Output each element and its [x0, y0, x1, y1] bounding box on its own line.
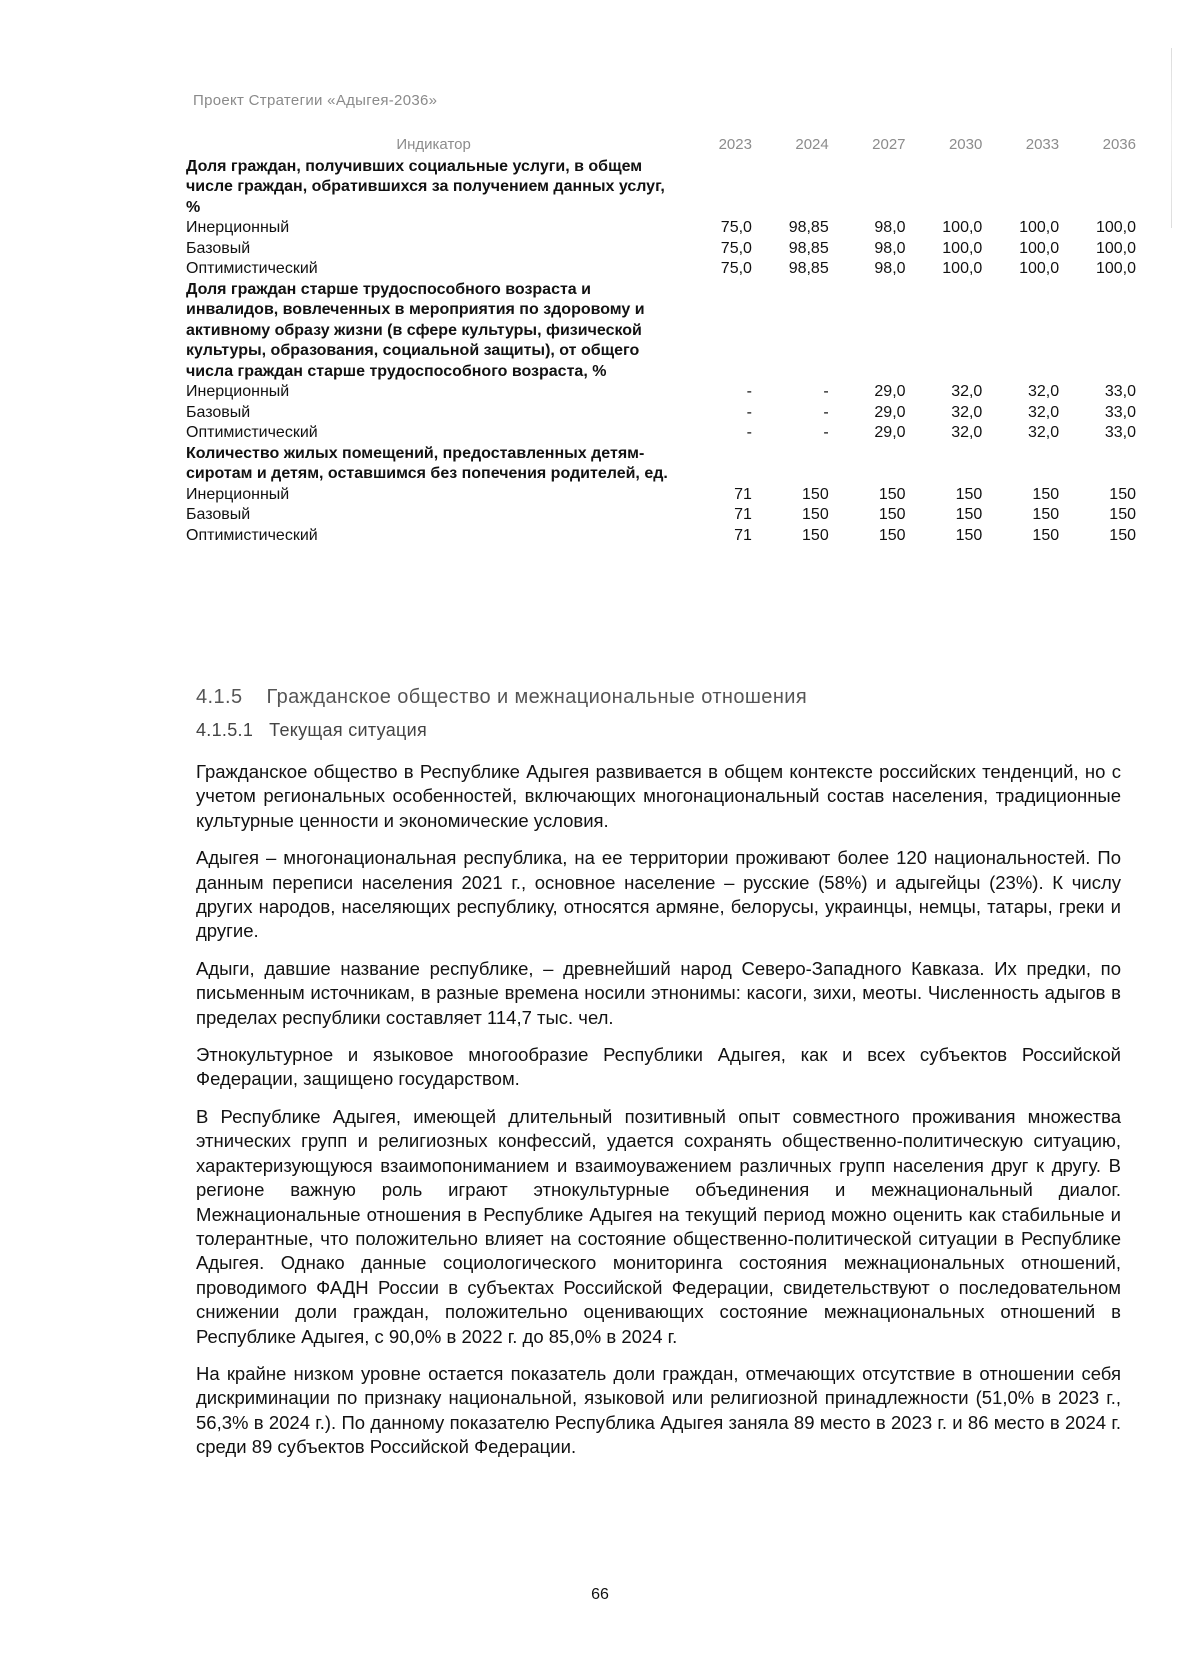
paragraph: Этнокультурное и языковое многообразие Республики Адыгея, как и всех субъектов Российской Федерации, защищено государством.	[196, 1044, 1121, 1090]
empty-cell	[906, 280, 983, 383]
section-title: Гражданское общество и межнациональные отношения	[266, 686, 808, 708]
indicators-table	[186, 135, 1136, 546]
empty-cell	[906, 444, 983, 485]
value-cell: 98,85	[788, 260, 829, 277]
column-header: 2030	[948, 136, 983, 153]
table-row	[186, 403, 1136, 424]
subsection-heading	[196, 720, 427, 741]
indicator-group-row	[186, 280, 1136, 383]
value-cell: 29,0	[874, 383, 906, 400]
table-header-row	[186, 135, 1136, 157]
value-cell: 98,0	[874, 239, 906, 257]
scenario-label: Базовый	[186, 506, 251, 523]
empty-cell	[829, 157, 906, 219]
value-cell: 100,0	[1019, 260, 1060, 277]
value-cell: 150	[955, 526, 983, 544]
indicator-title: Количество жилых помещений, предоставленных детям-сиротам и детям, оставшимся без попечения родителей, ед.	[186, 444, 668, 482]
value-cell: 150	[802, 485, 829, 503]
empty-cell	[982, 444, 1059, 485]
value-cell: 98,85	[788, 219, 829, 236]
empty-cell	[829, 444, 906, 485]
value-cell: -	[823, 383, 829, 400]
value-cell: -	[746, 383, 752, 400]
paragraph: На крайне низком уровне остается показатель доли граждан, отмечающих отсутствие в отношении себя дискриминации по признаку национальной, языковой или религиозной принадлежности (51,0% в 2023 г., 56,3% в 2024 г.). По данному показателю Республика Адыгея заняла 89 место в 2023 г. и 86 место в 2024 г. среди 89 субъектов Российской Федерации.	[196, 1362, 1121, 1458]
table-row	[186, 218, 1136, 239]
value-cell: 71	[734, 526, 752, 544]
value-cell: 150	[955, 506, 983, 523]
table-row	[186, 526, 1136, 547]
empty-cell	[752, 444, 829, 485]
scenario-label: Оптимистический	[186, 424, 318, 441]
indicator-title: Доля граждан, получивших социальные услуги, в общем числе граждан, обратившихся за получением данных услуг, %	[186, 157, 665, 216]
column-header: 2033	[1025, 136, 1060, 153]
table-row	[186, 423, 1136, 444]
value-cell: 100,0	[942, 239, 983, 257]
value-cell: 32,0	[1027, 383, 1060, 400]
value-cell: 75,0	[720, 239, 752, 257]
value-cell: -	[823, 424, 829, 441]
paragraph: Адыгея – многонациональная республика, на ее территории проживают более 120 национальностей. По данным переписи населения 2021 г., основное население – русские (58%) и адыгейцы (23%). К числу других народов, населяющих республику, относятся армяне, белорусы, украинцы, немцы, татары, греки и другие.	[196, 847, 1121, 942]
scenario-label: Оптимистический	[186, 526, 318, 544]
value-cell: 100,0	[942, 260, 983, 277]
value-cell: -	[746, 403, 752, 421]
value-cell: 32,0	[951, 424, 983, 441]
column-header: Индикатор	[396, 136, 471, 153]
paragraph: В Республике Адыгея, имеющей длительный позитивный опыт совместного проживания множества этнических групп и религиозных конфессий, удается сохранять общественно-политическую ситуацию, характеризующуюся взаимопониманием и взаимоуважением различных групп населения друг к другу. В регионе важную роль играют этнокультурные объединения и межнациональный диалог. Межнациональные отношения в Республике Адыгея на текущий период можно оценить как стабильные и толерантные, что положительно влияет на состояние общественно-политической ситуации в Республике Адыгея. Однако данные социологического мониторинга состояния межнациональных отношений, проводимого ФАДН России в субъектах Российской Федерации, свидетельствуют о последовательном снижении доли граждан, положительно оценивающих состояние межнациональных отношений в Республике Адыгея, с 90,0% в 2022 г. до 85,0% в 2024 г.	[196, 1105, 1121, 1347]
running-header: Проект Стратегии «Адыгея-2036»	[193, 92, 438, 109]
value-cell: 32,0	[1027, 403, 1060, 421]
value-cell: 150	[1032, 506, 1060, 523]
subsection-number: 4.1.5.1	[196, 720, 254, 740]
value-cell: 75,0	[720, 219, 752, 236]
value-cell: 71	[734, 485, 752, 503]
value-cell: 29,0	[874, 403, 906, 421]
value-cell: 98,0	[874, 219, 906, 236]
empty-cell	[752, 280, 829, 383]
table-row	[186, 485, 1136, 506]
value-cell: 32,0	[951, 403, 983, 421]
indicator-group-row	[186, 157, 1136, 219]
value-cell: 33,0	[1104, 383, 1136, 400]
value-cell: 150	[955, 485, 983, 503]
empty-cell	[681, 444, 752, 485]
scan-artifact-line	[1171, 48, 1172, 228]
value-cell: 100,0	[942, 219, 983, 236]
value-cell: 100,0	[1019, 239, 1060, 257]
indicator-title: Доля граждан старше трудоспособного возраста и инвалидов, вовлеченных в мероприятия по здоровому и активному образу жизни (в сфере культуры, физической культуры, образования, социальной защиты), от общего числа граждан старше трудоспособного возраста, %	[186, 280, 645, 380]
empty-cell	[1059, 280, 1136, 383]
value-cell: 98,0	[874, 260, 906, 277]
value-cell: 32,0	[1027, 424, 1060, 441]
table-body	[186, 157, 1136, 547]
value-cell: 150	[878, 485, 906, 503]
table-row	[186, 259, 1136, 280]
value-cell: -	[823, 403, 829, 421]
column-header: 2036	[1102, 136, 1136, 153]
empty-cell	[681, 280, 752, 383]
table-row	[186, 505, 1136, 526]
value-cell: 29,0	[874, 424, 906, 441]
section-number: 4.1.5	[196, 686, 243, 708]
paragraph: Адыги, давшие название республике, – древнейший народ Северо-Западного Кавказа. Их предки, по письменным источникам, в разные времена носили этнонимы: касоги, зихи, меоты. Численность адыгов в пределах республики составляет 114,7 тыс. чел.	[196, 957, 1121, 1028]
empty-cell	[681, 157, 752, 219]
column-header: 2023	[718, 136, 752, 153]
value-cell: 150	[802, 526, 829, 544]
value-cell: 33,0	[1104, 424, 1136, 441]
value-cell: 100,0	[1095, 260, 1136, 277]
body-text	[196, 760, 1121, 1473]
value-cell: 150	[1032, 485, 1060, 503]
paragraph: Гражданское общество в Республике Адыгея развивается в общем контексте российских тенденций, но с учетом региональных особенностей, включающих многонациональный состав населения, традиционные культурные ценности и экономические условия.	[196, 761, 1121, 831]
empty-cell	[906, 157, 983, 219]
section-heading	[196, 686, 807, 709]
value-cell: 100,0	[1095, 239, 1136, 257]
value-cell: 150	[1109, 526, 1136, 544]
subsection-title: Текущая ситуация	[269, 720, 428, 740]
value-cell: 71	[734, 506, 752, 523]
column-header: 2024	[795, 136, 829, 153]
value-cell: 150	[878, 506, 906, 523]
scenario-label: Базовый	[186, 403, 251, 421]
value-cell: 150	[1109, 485, 1136, 503]
table-row	[186, 239, 1136, 260]
value-cell: 100,0	[1095, 219, 1136, 236]
value-cell: 150	[878, 526, 906, 544]
page-number: 66	[591, 1586, 609, 1603]
value-cell: 98,85	[788, 239, 829, 257]
empty-cell	[752, 157, 829, 219]
scenario-label: Инерционный	[186, 219, 290, 236]
empty-cell	[982, 280, 1059, 383]
value-cell: -	[746, 424, 752, 441]
value-cell: 33,0	[1104, 403, 1136, 421]
column-header: 2027	[872, 136, 906, 153]
table-row	[186, 382, 1136, 403]
value-cell: 150	[1032, 526, 1060, 544]
scenario-label: Базовый	[186, 239, 251, 257]
value-cell: 150	[1109, 506, 1136, 523]
value-cell: 150	[802, 506, 829, 523]
empty-cell	[982, 157, 1059, 219]
empty-cell	[1059, 444, 1136, 485]
scenario-label: Инерционный	[186, 383, 290, 400]
value-cell: 75,0	[720, 260, 752, 277]
empty-cell	[829, 280, 906, 383]
value-cell: 100,0	[1019, 219, 1060, 236]
value-cell: 32,0	[951, 383, 983, 400]
indicator-group-row	[186, 444, 1136, 485]
scenario-label: Инерционный	[186, 485, 290, 503]
empty-cell	[1059, 157, 1136, 219]
scenario-label: Оптимистический	[186, 260, 318, 277]
